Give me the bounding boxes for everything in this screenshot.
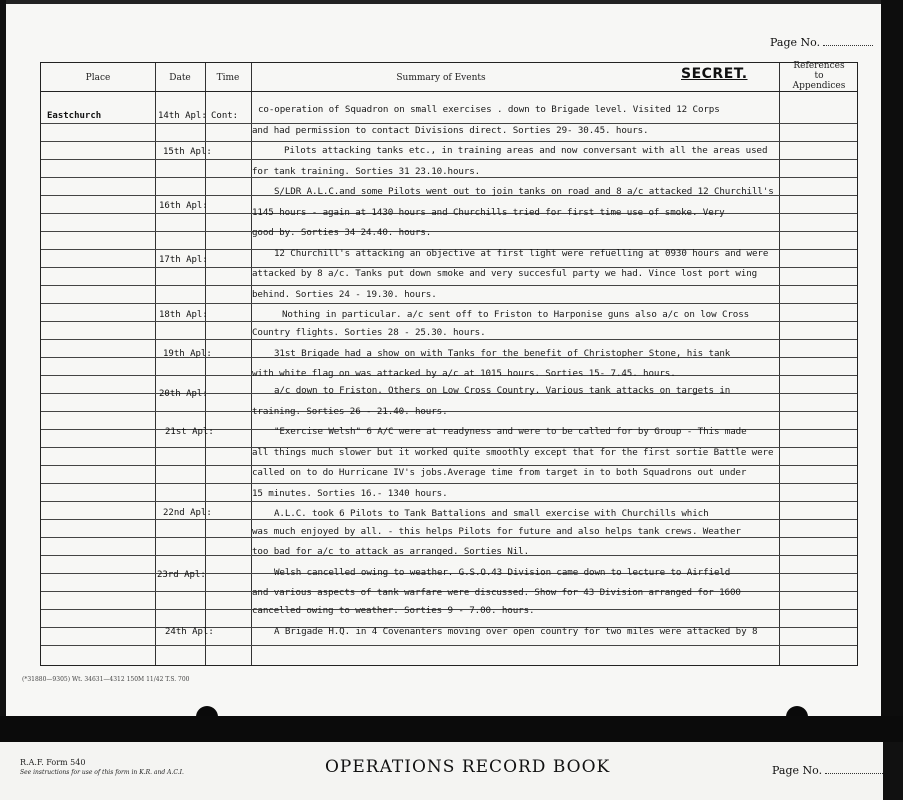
summary-line: and had permission to contact Divisions direct. Sorties 29- 30.45. hours. (252, 125, 649, 136)
scan-edge-right-footer (883, 742, 903, 800)
summary-line: Pilots attacking tanks etc., in training areas and now conversant with all the areas used (284, 145, 768, 156)
entry-date: 22nd Apl: (163, 508, 212, 518)
summary-line: Welsh cancelled owing to weather. G.S.O.43 Division came down to lecture to Airfield (274, 567, 731, 578)
header-summary: Summary of Events (396, 73, 486, 83)
summary-line: Nothing in particular. a/c sent off to Friston to Harponise guns also a/c on low Cross (282, 309, 750, 320)
summary-line: training. Sorties 26 - 21.40. hours. (252, 406, 448, 417)
entry-date: 18th Apl: (159, 310, 208, 320)
header-references: References to Appendices (792, 61, 846, 91)
form-footer (0, 742, 903, 800)
secret-stamp: SECRET. (681, 66, 748, 82)
entry-date: 16th Apl: (159, 201, 208, 211)
header-date: Date (169, 73, 191, 83)
summary-line: "Exercise Welsh" 6 A/C were at readyness and were to be called for by Group - This made (274, 426, 747, 437)
summary-line: called on to do Hurricane IV's jobs.Average time from target in to both Squadrons out under (252, 467, 747, 478)
entry-date: 24th Apl: (165, 627, 214, 637)
summary-line: all things much slower but it worked quite smoothly except that for the first sortie Battle were (252, 447, 774, 458)
summary-line: co-operation of Squadron on small exercises . down to Brigade level. Visited 12 Corps (258, 104, 720, 115)
footer-title: OPERATIONS RECORD BOOK (325, 757, 611, 777)
summary-line: good by. Sorties 34 24.40. hours. (252, 227, 432, 238)
entry-date: 17th Apl: (159, 255, 208, 265)
entry-date: 23rd Apl: (157, 570, 206, 580)
header-rule (41, 91, 857, 92)
summary-line: a/c down to Friston. Others on Low Cross Country. Various tank attacks on targets in (274, 385, 731, 396)
summary-line: for tank training. Sorties 31 23.10.hours. (252, 166, 481, 177)
summary-line: Country flights. Sorties 28 - 25.30. hours. (252, 327, 486, 338)
summary-line: 15 minutes. Sorties 16.- 1340 hours. (252, 488, 448, 499)
header-place: Place (85, 73, 111, 83)
summary-line: 1145 hours - again at 1430 hours and Churchills tried for first time use of smoke. Very (252, 207, 725, 218)
entry-date: 14th Apl: (158, 111, 207, 121)
summary-line: A Brigade H.Q. in 4 Covenanters moving over open country for two miles were attacked by 8 (274, 626, 758, 637)
entry-date: 21st Apl: (165, 427, 214, 437)
summary-line: 12 Churchill's attacking an objective at first light were refuelling at 0930 hours and were (274, 248, 769, 259)
place-eastchurch: Eastchurch (47, 111, 102, 121)
summary-line: and various aspects of tank warfare were discussed. Show for 43 Division arranged for 1600 (252, 587, 741, 598)
scan-edge-right (881, 0, 903, 730)
summary-line: too bad for a/c to attack as arranged. Sorties Nil. (252, 546, 529, 557)
column-divider (155, 63, 156, 665)
summary-line: 31st Brigade had a show on with Tanks for the benefit of Christopher Stone, his tank (274, 348, 731, 359)
page-number-bottom: Page No. (772, 764, 885, 777)
entry-time: Cont: (211, 111, 239, 121)
summary-line: behind. Sorties 24 - 19.30. hours. (252, 289, 437, 300)
summary-line: was much enjoyed by all. - this helps Pilots for future and also helps tank crews. Weather (252, 526, 741, 537)
form-number: R.A.F. Form 540 See instructions for use of this form in K.R. and A.C.I. (20, 758, 184, 776)
summary-line: cancelled owing to weather. Sorties 9 - 7.00. hours. (252, 605, 535, 616)
printer-imprint: (*31880—9305) Wt. 34631—4312 150M 11/42 T.S. 700 (22, 676, 190, 683)
entry-date: 19th Apl: (163, 349, 212, 359)
scan-edge-left (0, 0, 6, 800)
column-divider (251, 63, 252, 665)
entry-date: 20th Apl: (159, 389, 208, 399)
summary-line: A.L.C. took 6 Pilots to Tank Battalions and small exercise with Churchills which (274, 508, 709, 519)
header-time: Time (216, 73, 240, 83)
entry-date: 15th Apl: (163, 147, 212, 157)
summary-line: with white flag on was attacked by a/c at 1015 hours. Sorties 15- 7.45. hours. (252, 368, 676, 379)
summary-line: S/LDR A.L.C.and some Pilots went out to join tanks on road and 8 a/c attacked 12 Churchill's (274, 186, 774, 197)
summary-line: attacked by 8 a/c. Tanks put down smoke and very succesful party we had. Vince lost port wing (252, 268, 758, 279)
page-number-top: Page No. (770, 36, 873, 49)
scan-divider-band (0, 716, 903, 742)
scan-edge-top (0, 0, 903, 4)
